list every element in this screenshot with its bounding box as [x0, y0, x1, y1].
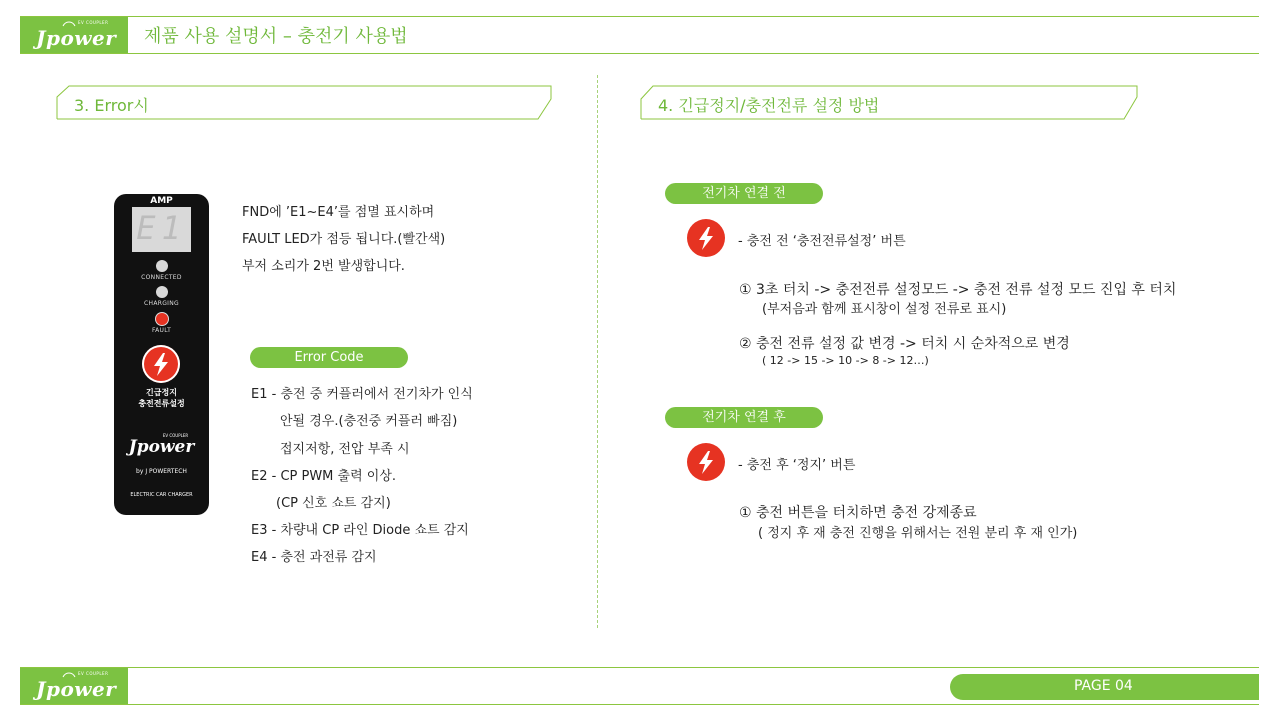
- led-fault-label: FAULT: [151, 327, 172, 334]
- device-fnd-text: E1: [136, 209, 187, 247]
- device-button-label-2: 충전전류설정: [138, 399, 185, 408]
- before-step1-line2: (부저음과 함께 표시창이 설정 전류로 표시): [762, 302, 1007, 317]
- before-step2-line2: ( 12 -> 15 -> 10 -> 8 -> 12…): [762, 354, 929, 367]
- led-charging: [156, 286, 168, 298]
- header-logo-text: Jpower: [36, 26, 117, 50]
- device-button-label-1: 긴급정지: [146, 388, 177, 397]
- error-line-3: 접지저항, 전압 부족 시: [280, 442, 410, 457]
- device-product: ELECTRIC CAR CHARGER: [130, 492, 193, 498]
- column-divider: [597, 75, 598, 628]
- header-logo: [20, 17, 128, 53]
- footer-bottom-rule: [20, 704, 1259, 705]
- after-button-text: - 충전 후 ‘정지’ 버튼: [738, 458, 856, 473]
- error-line-1: E1 - 충전 중 커플러에서 전기차가 인식: [251, 387, 473, 402]
- footer-logo-sub: EV COUPLER: [78, 671, 109, 676]
- desc-line-2: FAULT LED가 점등 됩니다.(빨간색): [242, 232, 446, 247]
- page-title: 제품 사용 설명서 – 충전기 사용법: [144, 26, 408, 47]
- desc-line-1: FND에 ’E1~E4’를 점멸 표시하며: [242, 205, 435, 220]
- device-logo-sub: EV COUPLER: [162, 433, 189, 438]
- right-section-title: 4. 긴급정지/충전전류 설정 방법: [658, 96, 880, 115]
- footer-logo: [20, 668, 128, 704]
- error-line-7: E4 - 충전 과전류 감지: [251, 550, 377, 565]
- before-step2-line1: ② 충전 전류 설정 값 변경 -> 터치 시 순차적으로 변경: [739, 336, 1070, 352]
- error-line-4: E2 - CP PWM 출력 이상.: [251, 469, 397, 484]
- error-line-6: E3 - 차량내 CP 라인 Diode 쇼트 감지: [251, 523, 469, 538]
- before-connection-pill: 전기차 연결 전: [665, 183, 823, 204]
- led-charging-label: CHARGING: [144, 300, 179, 307]
- lightning-icon: [687, 219, 725, 257]
- header-bottom-rule: [20, 53, 1259, 54]
- led-connected-label: CONNECTED: [141, 274, 182, 281]
- desc-line-3: 부저 소리가 2번 발생합니다.: [242, 259, 405, 274]
- led-connected: [156, 260, 168, 272]
- error-line-2: 안될 경우.(충전중 커플러 빠짐): [280, 414, 458, 429]
- footer-logo-text: Jpower: [36, 677, 117, 701]
- led-fault: [156, 313, 168, 325]
- device-logo: Jpower: [128, 437, 195, 457]
- left-section-title: 3. Error시: [74, 96, 149, 115]
- error-line-5: (CP 신호 쇼트 감지): [276, 496, 391, 511]
- header-top-rule: [20, 16, 1259, 17]
- before-button-icon-wrap: [687, 219, 725, 257]
- device-maker: by J POWERTECH: [136, 468, 187, 475]
- lightning-icon: [142, 345, 180, 383]
- header-logo-sub: EV COUPLER: [78, 20, 109, 25]
- footer-top-rule: [20, 667, 1259, 668]
- page-number: PAGE 04: [1074, 678, 1133, 694]
- before-button-text: - 충전 전 ‘충전전류설정’ 버튼: [738, 234, 906, 249]
- after-step1-line2: ( 정지 후 재 충전 진행을 위해서는 전원 분리 후 재 인가): [758, 526, 1078, 541]
- before-step1-line1: ① 3초 터치 -> 충전전류 설정모드 -> 충전 전류 설정 모드 진입 후 터치: [739, 282, 1177, 298]
- lightning-icon: [687, 443, 725, 481]
- after-connection-pill: 전기차 연결 후: [665, 407, 823, 428]
- error-code-pill: Error Code: [250, 347, 408, 368]
- device-emergency-button[interactable]: [142, 345, 180, 383]
- after-step1-line1: ① 충전 버튼을 터치하면 충전 강제종료: [739, 505, 977, 521]
- device-amp-label: AMP: [150, 196, 173, 206]
- after-button-icon-wrap: [687, 443, 725, 481]
